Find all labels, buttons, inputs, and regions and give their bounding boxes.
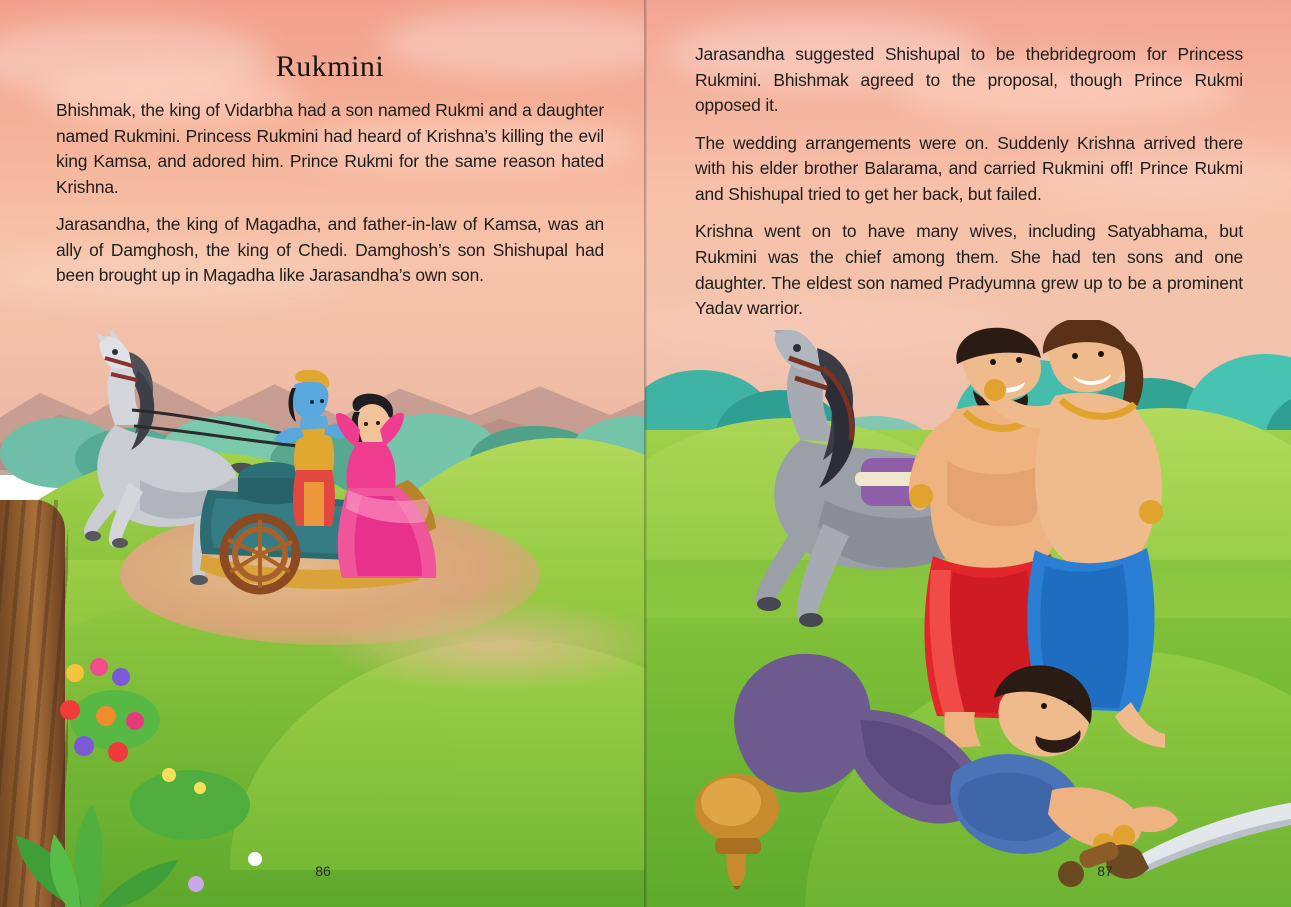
flower — [108, 742, 128, 762]
flower — [194, 782, 206, 794]
left-page-text — [56, 50, 604, 289]
bush — [130, 770, 250, 840]
flower — [90, 658, 108, 676]
paragraph: Jarasandha, the king of Magadha, and father-in-law of Kamsa, was an ally of Damghosh, the king of Chedi. Damghosh’s son Shishupal had been brought up in Magadha like Jarasandha’s own son. — [56, 214, 604, 286]
flower — [248, 852, 262, 866]
left-page — [0, 0, 645, 907]
story-title: Rukmini — [275, 50, 385, 83]
mace-weapon — [685, 770, 825, 890]
right-page — [645, 0, 1291, 907]
flower — [96, 706, 116, 726]
flower — [74, 736, 94, 756]
paragraph: Krishna went on to have many wives, including Satyabhama, but Rukmini was the chief among them. She had ten sons and one daughter. The eldest son named Pradyumna grew up to be a prominent Yadav warrior. — [695, 221, 1243, 319]
paragraph: Jarasandha suggested Shishupal to be thebridegroom for Princess Rukmini. Bhishmak agreed to the proposal, though Prince Rukmi opposed it. — [695, 44, 1243, 116]
flower — [66, 664, 84, 682]
page-number-left: 86 — [315, 863, 331, 879]
flower — [112, 668, 130, 686]
dirt-patch — [330, 600, 645, 690]
page-number-right: 87 — [1097, 863, 1113, 879]
paragraph: The wedding arrangements were on. Suddenly Krishna arrived there with his elder brother Balarama, and carried Rukmini off! Prince Rukmi and Shishupal tried to get her back, but failed. — [695, 132, 1243, 204]
flower — [162, 768, 176, 782]
flower — [126, 712, 144, 730]
sword-weapon — [1045, 790, 1291, 907]
flower — [188, 876, 204, 892]
right-page-text — [695, 42, 1243, 322]
book-spine — [644, 0, 647, 907]
paragraph: Bhishmak, the king of Vidarbha had a son named Rukmi and a daughter named Rukmini. Princess Rukmini had heard of Krishna’s killing the evil king Kamsa, and adored him. Prince Rukmi for the same reason hated Krishna. — [56, 100, 604, 197]
flower — [60, 700, 80, 720]
rukmini-figure — [318, 392, 458, 582]
